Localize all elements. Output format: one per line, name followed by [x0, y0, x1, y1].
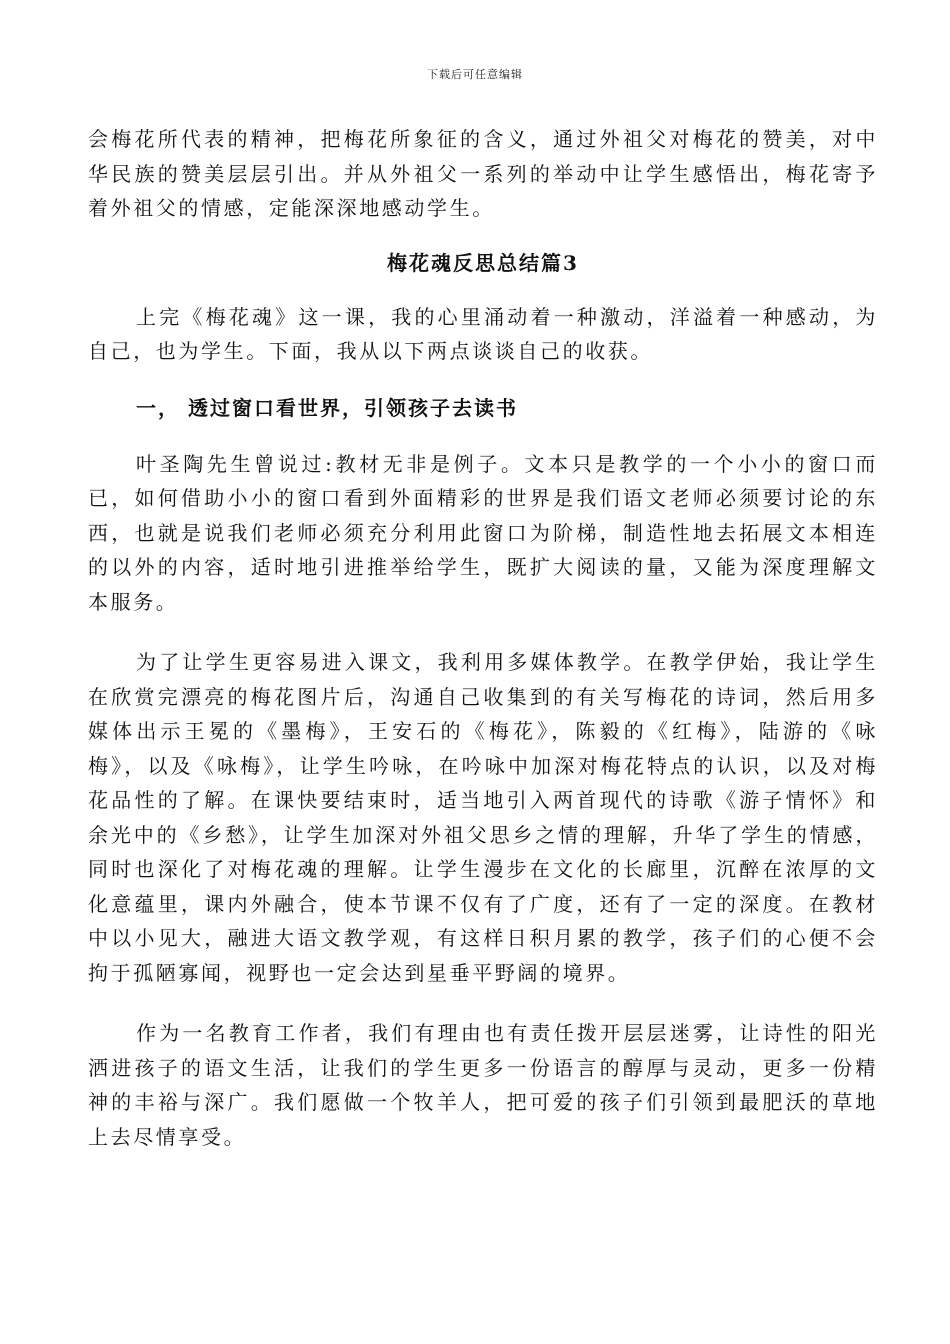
section-title: 梅花魂反思总结篇3	[387, 250, 579, 275]
spacer	[88, 226, 878, 246]
spacer	[88, 619, 878, 645]
document-body	[88, 122, 878, 1154]
spacer	[88, 990, 878, 1016]
spacer	[88, 369, 878, 391]
subheading-text: 透过窗口看世界，引领孩子去读书	[188, 395, 518, 420]
paragraph-intro: 上完《梅花魂》这一课，我的心里涌动着一种激动，洋溢着一种感动，为自己，也为学生。下面，我从以下两点谈谈自己的收获。	[88, 304, 878, 363]
subheading	[88, 391, 878, 425]
page-header: 下载后可任意编辑	[427, 68, 523, 81]
subheading-number: 一，	[136, 395, 180, 420]
paragraph-textbook: 叶圣陶先生曾说过:教材无非是例子。文本只是教学的一个小小的窗口而已，如何借助小小的窗口看到外面精彩的世界是我们语文老师必须要讨论的东西，也就是说我们老师必须充分利用此窗口为阶梯，制造性地去拓展文本相连的以外的内容，适时地引进推举给学生，既扩大阅读的量，又能为深度理解文本服务。	[88, 451, 878, 614]
spacer	[88, 425, 878, 447]
paragraph-conclusion: 作为一名教育工作者，我们有理由也有责任拨开层层迷雾，让诗性的阳光洒进孩子的语文生活，让我们的学生更多一份语言的醇厚与灵动，更多一份精神的丰裕与深广。我们愿做一个牧羊人，把可爱的孩子们引领到最肥沃的草地上去尽情享受。	[88, 1021, 878, 1149]
paragraph-multimedia: 为了让学生更容易进入课文，我利用多媒体教学。在教学伊始，我让学生在欣赏完漂亮的梅花图片后，沟通自己收集到的有关写梅花的诗词，然后用多媒体出示王冕的《墨梅》，王安石的《梅花》，陈毅的《红梅》，陆游的《咏梅》，以及《咏梅》，让学生吟咏，在吟咏中加深对梅花特点的认识，以及对梅花品性的了解。在课快要结束时，适当地引入两首现代的诗歌《游子情怀》和余光中的《乡愁》，让学生加深对外祖父思乡之情的理解，升华了学生的情感，同时也深化了对梅花魂的理解。让学生漫步在文化的长廊里，沉醉在浓厚的文化意蕴里，课内外融合，使本节课不仅有了广度，还有了一定的深度。在教材中以小见大，融进大语文教学观，有这样日积月累的教学，孩子们的心便不会拘于孤陋寡闻，视野也一定会达到星垂平野阔的境界。	[88, 650, 878, 985]
spacer	[88, 280, 878, 300]
paragraph-continued: 会梅花所代表的精神，把梅花所象征的含义，通过外祖父对梅花的赞美，对中华民族的赞美层层引出。并从外祖父一系列的举动中让学生感悟出，梅花寄予着外祖父的情感，定能深深地感动学生。	[88, 127, 878, 220]
